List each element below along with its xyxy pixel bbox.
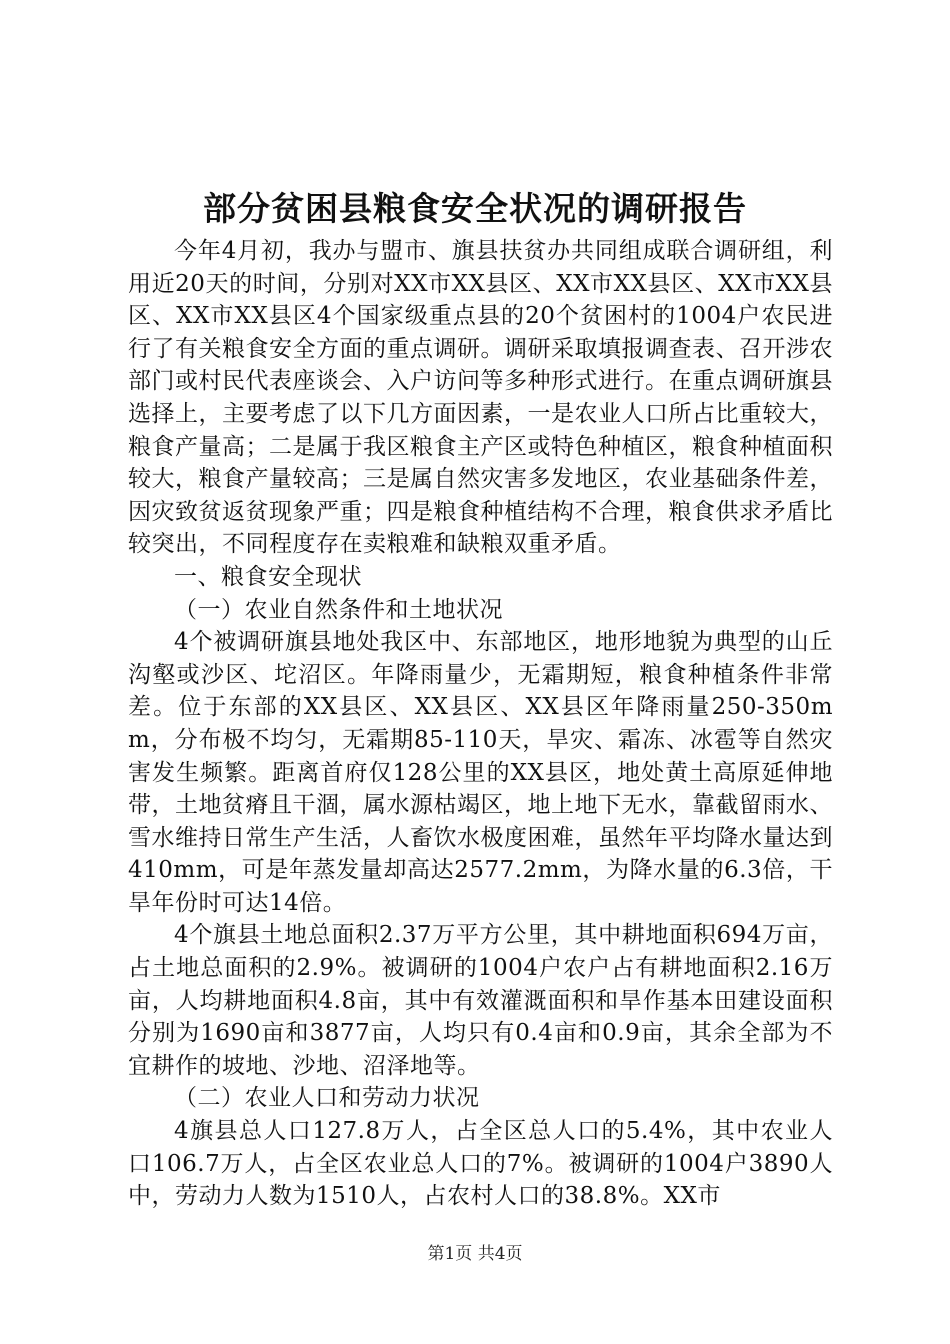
page-footer: 第1页 共4页 xyxy=(427,1244,523,1264)
document-body xyxy=(128,235,833,1213)
subsection-heading-natural-conditions: （一）农业自然条件和土地状况 xyxy=(174,596,503,623)
land-area-paragraph: 4个旗县土地总面积2.37万平方公里，其中耕地面积694万亩，占土地总面积的2.9%。被调研的1004户农户占有耕地面积2.16万亩，人均耕地面积4.8亩，其中有效灌溉面积和旱作基本田建设面积分别为1690亩和3877亩，人均只有0.4亩和0.9亩，其余全部为不宜耕作的坡地、沙地、沼泽地等。 xyxy=(128,922,833,1079)
natural-conditions-paragraph: 4个被调研旗县地处我区中、东部地区，地形地貌为典型的山丘沟壑或沙区、坨沼区。年降雨量少，无霜期短，粮食种植条件非常差。位于东部的XX县区、XX县区、XX县区年降雨量250-350mm，分布极不均匀，无霜期85-110天，旱灾、霜冻、冰雹等自然灾害发生频繁。距离首府仅128公里的XX县区，地处黄土高原延伸地带，土地贫瘠且干涸，属水源枯竭区，地上地下无水，靠截留雨水、雪水维持日常生产生活，人畜饮水极度困难，虽然年平均降水量达到410mm，可是年蒸发量却高达2577.2mm，为降水量的6.3倍，干旱年份时可达14倍。 xyxy=(128,629,833,916)
document-title: 部分贫困县粮食安全状况的调研报告 xyxy=(203,189,747,228)
population-paragraph: 4旗县总人口127.8万人，占全区总人口的5.4%，其中农业人口106.7万人，占全区农业总人口的7%。被调研的1004户3890人中，劳动力人数为1510人，占农村人口的38.8%。XX市 xyxy=(128,1118,833,1210)
intro-paragraph: 今年4月初，我办与盟市、旗县扶贫办共同组成联合调研组，利用近20天的时间，分别对XX市XX县区、XX市XX县区、XX市XX县区、XX市XX县区4个国家级重点县的20个贫困村的1004户农民进行了有关粮食安全方面的重点调研。调研采取填报调查表、召开涉农部门或村民代表座谈会、入户访问等多种形式进行。在重点调研旗县选择上，主要考虑了以下几方面因素，一是农业人口所占比重较大，粮食产量高；二是属于我区粮食主产区或特色种植区，粮食种植面积较大，粮食产量较高；三是属自然灾害多发地区，农业基础条件差，因灾致贫返贫现象严重；四是粮食种植结构不合理，粮食供求矛盾比较突出，不同程度存在卖粮难和缺粮双重矛盾。 xyxy=(128,238,833,558)
subsection-heading-population-labor: （二）农业人口和劳动力状况 xyxy=(174,1085,480,1112)
section-heading-food-security-status: 一、粮食安全现状 xyxy=(174,563,362,590)
